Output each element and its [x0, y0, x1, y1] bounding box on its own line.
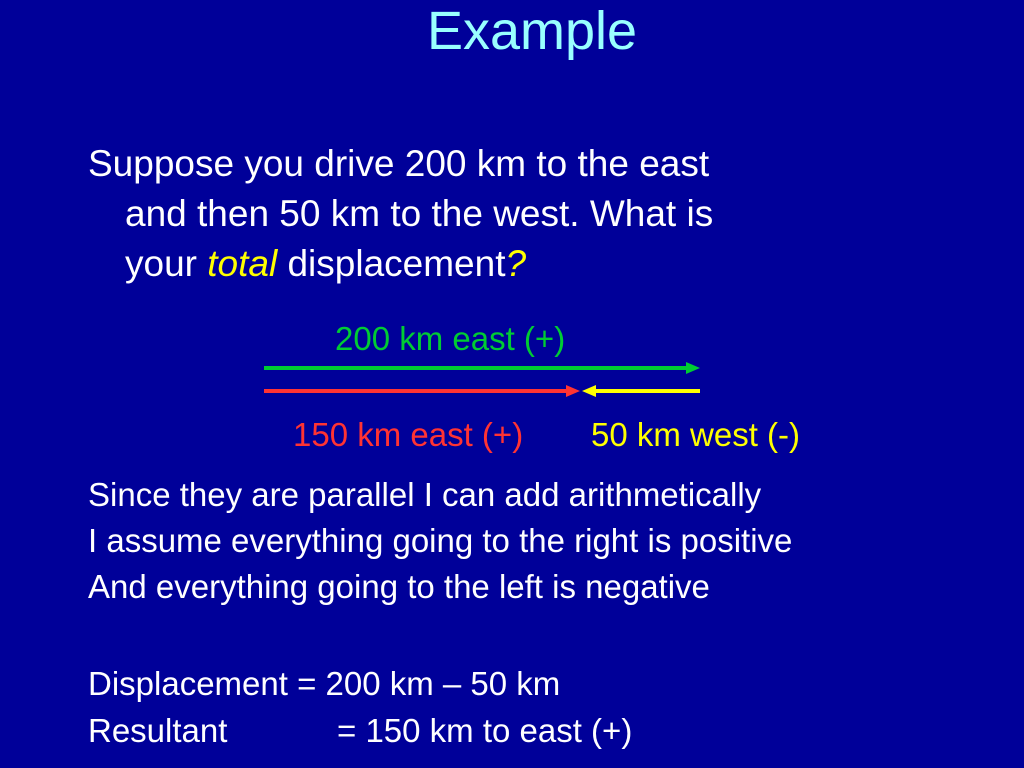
- explanation-line-1: Since they are parallel I can add arithmetically: [88, 476, 762, 513]
- arrow-200km-east: [264, 362, 700, 374]
- question-mark: ?: [505, 243, 527, 284]
- label-50km-west: 50 km west (-): [591, 416, 801, 453]
- displacement-equation: Displacement = 200 km – 50 km: [88, 665, 561, 702]
- problem-line-3-start: your: [125, 243, 208, 284]
- problem-line-2: and then 50 km to the west. What is: [125, 193, 714, 234]
- problem-line-3-end: displacement: [277, 243, 506, 284]
- resultant-row: [88, 708, 633, 754]
- label-150km-east: 150 km east (+): [293, 416, 524, 453]
- arrow-150km-east: [264, 385, 580, 397]
- slide-title: Example: [426, 1, 638, 61]
- explanation-line-3: And everything going to the left is negative: [88, 568, 710, 605]
- explanation-line-2: I assume everything going to the right is positive: [88, 522, 793, 559]
- resultant-value: = 150 km to east (+): [337, 712, 633, 749]
- emphasized-word-total: total: [207, 243, 278, 284]
- label-200km-east: 200 km east (+): [335, 320, 566, 357]
- arrow-50km-west: [582, 385, 700, 397]
- resultant-label: Resultant: [88, 712, 228, 749]
- problem-line-1: Suppose you drive 200 km to the east: [88, 143, 710, 184]
